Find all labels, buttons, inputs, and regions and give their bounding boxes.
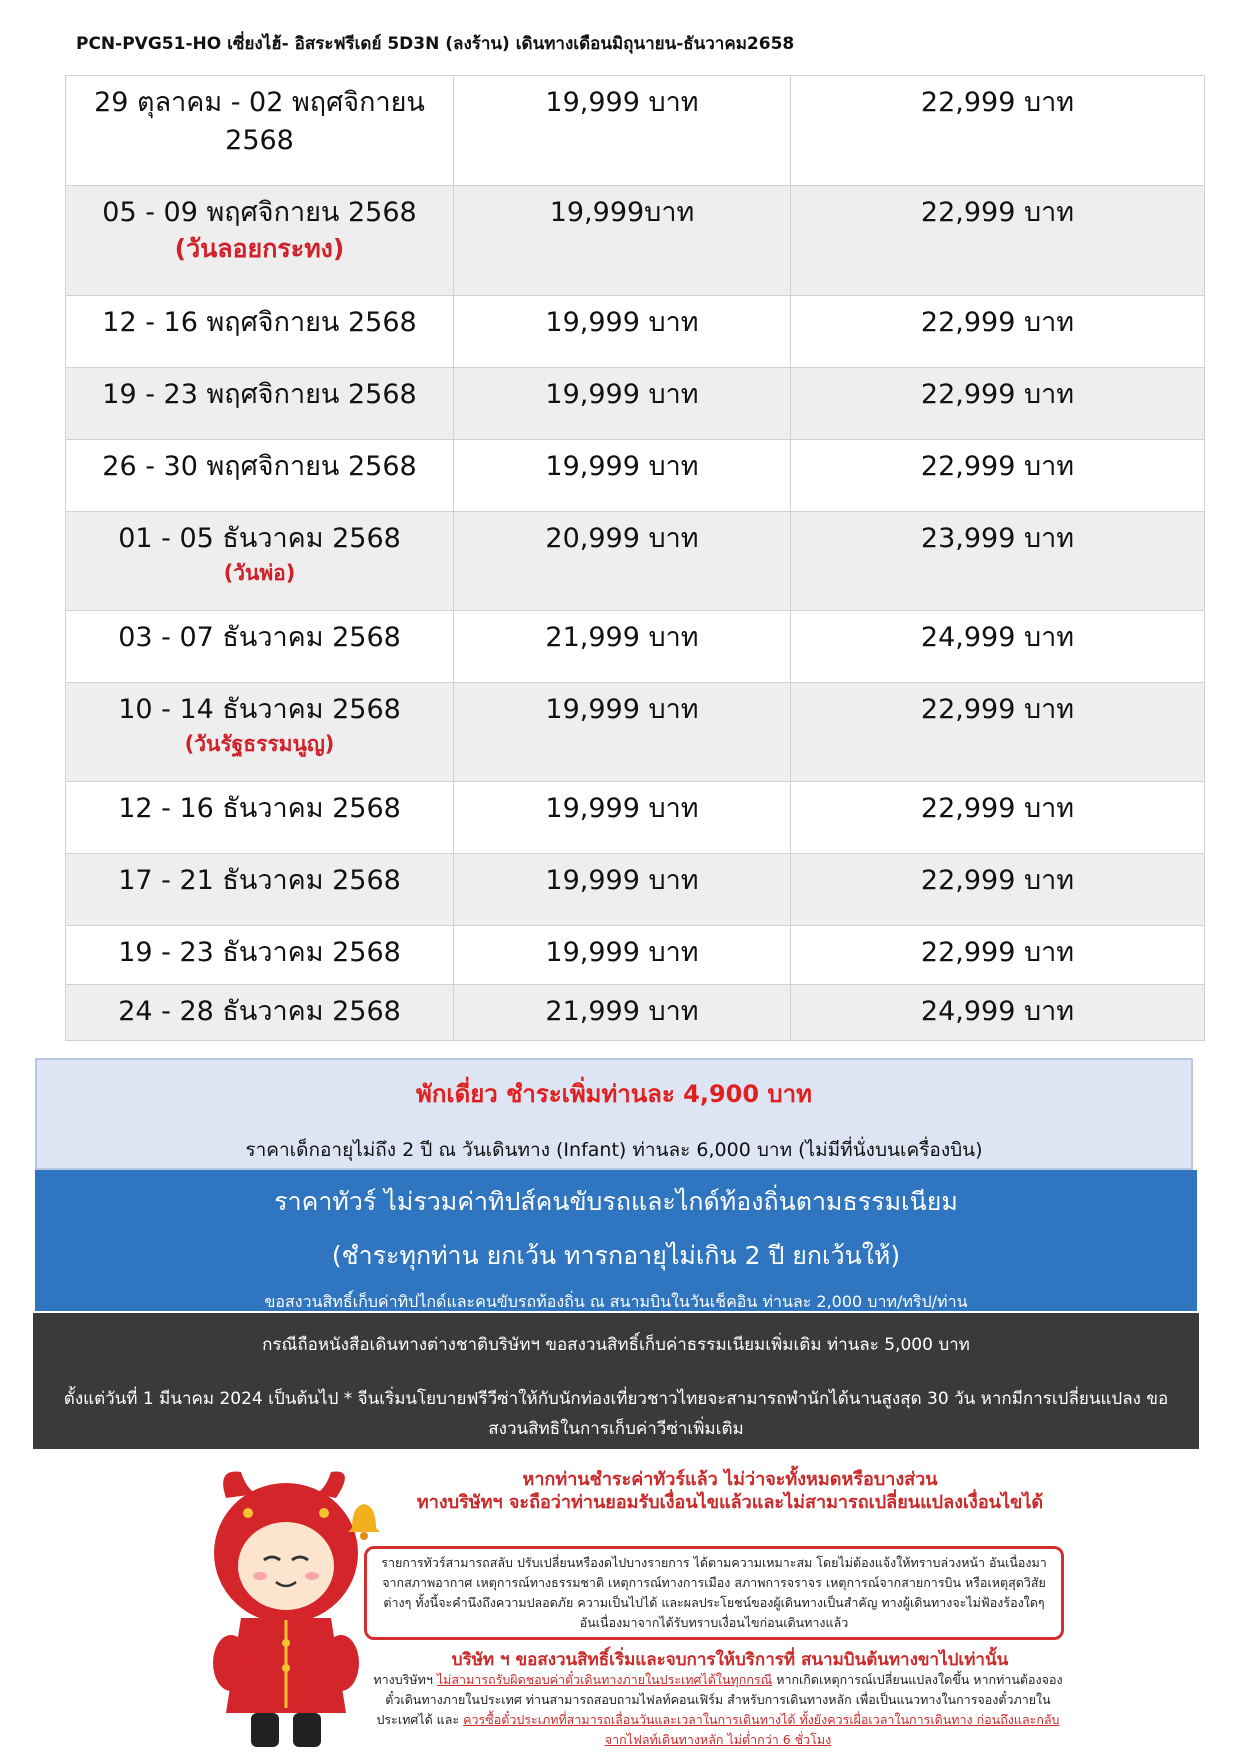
date-text: 01 - 05 ธันวาคม 2568	[118, 523, 401, 554]
table-row	[66, 440, 1205, 512]
date-text: 05 - 09 พฤศจิกายน 2568	[102, 197, 417, 228]
warning-title-line-2: ทางบริษัทฯ จะถือว่าท่านยอมรับเงื่อนไขแล้วและไม่สามารถเปลี่ยนแปลงเงื่อนไขได้	[416, 1492, 1044, 1513]
adult-price-cell: 19,999 บาท	[454, 926, 791, 985]
adult-price-cell: 20,999 บาท	[454, 512, 791, 611]
adult-price-cell: 19,999 บาท	[454, 440, 791, 512]
adult-price-cell: 21,999 บาท	[454, 611, 791, 683]
holiday-note: (วันพ่อ)	[223, 561, 296, 585]
single-price-cell: 22,999 บาท	[791, 782, 1205, 854]
date-cell: 17 - 21 ธันวาคม 2568	[66, 854, 454, 926]
single-price-cell: 24,999 บาท	[791, 985, 1205, 1041]
single-price-cell: 23,999 บาท	[791, 512, 1205, 611]
date-cell	[66, 512, 454, 611]
rights-highlight: ไม่สามารถรับผิดชอบค่าตั๋วเดินทางภายในประเทศได้ในทุกกรณี	[436, 1672, 773, 1687]
single-price-cell: 22,999 บาท	[791, 186, 1205, 296]
adult-price-cell: 19,999 บาท	[454, 683, 791, 782]
passport-visa-box	[33, 1313, 1199, 1449]
infant-price-text: ราคาเด็กอายุไม่ถึง 2 ปี ณ วันเดินทาง (Infant) ท่านละ 6,000 บาท (ไม่มีที่นั่งบนเครื่องบิน)	[245, 1139, 983, 1161]
adult-price-cell: 19,999บาท	[454, 186, 791, 296]
single-price-cell: 22,999 บาท	[791, 368, 1205, 440]
table-row	[66, 186, 1205, 296]
price-table	[65, 75, 1205, 1041]
tip-line-1: ราคาทัวร์ ไม่รวมค่าทิปส์คนขับรถและไกด์ท้องถิ่นตามธรรมเนียม	[274, 1187, 958, 1216]
rights-text	[372, 1670, 1064, 1750]
adult-price-cell: 19,999 บาท	[454, 296, 791, 368]
rights-text-part: หากเกิดเหตุการณ์เปลี่ยนแปลงใดขึ้น หากท่านต้องจองตั๋วเดินทางภายในประเทศ ท่านสามารถสอบถามไฟลท์คอนเฟิร์ม สำหรับการเดินทางหลัก เพื่อเป็นแนวทางในการจองตั๋วภายในประเทศได้ และ	[376, 1672, 1063, 1727]
single-price-cell: 22,999 บาท	[791, 76, 1205, 186]
date-cell	[66, 186, 454, 296]
single-supplement-text: พักเดี่ยว ชำระเพิ่มท่านละ 4,900 บาท	[416, 1080, 812, 1108]
date-text: 10 - 14 ธันวาคม 2568	[118, 694, 401, 725]
table-row	[66, 611, 1205, 683]
holiday-note: (วันลอยกระทง)	[174, 234, 345, 263]
date-cell: 24 - 28 ธันวาคม 2568	[66, 985, 454, 1041]
single-price-cell: 22,999 บาท	[791, 854, 1205, 926]
date-cell: 19 - 23 พฤศจิกายน 2568	[66, 368, 454, 440]
single-supplement-box	[35, 1058, 1193, 1170]
single-price-cell: 22,999 บาท	[791, 683, 1205, 782]
date-cell: 03 - 07 ธันวาคม 2568	[66, 611, 454, 683]
rights-text-part: ทางบริษัทฯ	[373, 1672, 433, 1687]
table-row	[66, 782, 1205, 854]
date-cell: 19 - 23 ธันวาคม 2568	[66, 926, 454, 985]
date-cell	[66, 683, 454, 782]
table-row	[66, 985, 1205, 1041]
adult-price-cell: 21,999 บาท	[454, 985, 791, 1041]
table-row	[66, 512, 1205, 611]
warning-title	[400, 1468, 1060, 1514]
table-row	[66, 76, 1205, 186]
page-title: PCN-PVG51-HO เซี่ยงไฮ้- อิสระฟรีเดย์ 5D3N (ลงร้าน) เดินทางเดือนมิถุนายน-ธันวาคม2658	[76, 34, 795, 54]
tip-line-2: (ชำระทุกท่าน ยกเว้น ทารกอายุไม่เกิน 2 ปี ยกเว้นให้)	[331, 1241, 901, 1270]
date-cell: 26 - 30 พฤศจิกายน 2568	[66, 440, 454, 512]
bell-icon	[344, 1498, 384, 1542]
single-price-cell: 22,999 บาท	[791, 926, 1205, 985]
date-cell: 12 - 16 ธันวาคม 2568	[66, 782, 454, 854]
tip-line-3: ขอสงวนสิทธิ์เก็บค่าทิปไกด์และคนขับรถท้องถิ่น ณ สนามบินในวันเช็คอิน ท่านละ 2,000 บาท/ทริป/ท่าน	[264, 1292, 968, 1311]
date-cell: 29 ตุลาคม - 02 พฤศจิกายน 2568	[66, 76, 454, 186]
rights-title: บริษัท ฯ ขอสงวนสิทธิ์เริ่มและจบการให้บริการที่ สนามบินต้นทางขาไปเท่านั้น	[451, 1650, 1009, 1670]
warning-text-box: รายการทัวร์สามารถสลับ ปรับเปลี่ยนหรืองดไปบางรายการ ได้ตามความเหมาะสม โดยไม่ต้องแจ้งให้ทราบล่วงหน้า อันเนื่องมาจากสภาพอากาศ เหตุการณ์ทางธรรมชาติ เหตุการณ์ทางการเมือง สภาพการจราจร เหตุการณ์จากสายการบิน หรือเหตุสุดวิสัยต่างๆ ทั้งนี้จะคำนึงถึงความปลอดภัย ความเป็นไปได้ และผลประโยชน์ของผู้เดินทางเป็นสำคัญ ทางผู้เดินทางจะไม่ฟ้องร้องใดๆ อันเนื่องมาจากได้รับทราบเงื่อนไขก่อนเดินทางแล้ว	[364, 1546, 1064, 1640]
table-row	[66, 368, 1205, 440]
holiday-note: (วันรัฐธรรมนูญ)	[184, 732, 335, 756]
table-row	[66, 854, 1205, 926]
foreign-passport-text: กรณีถือหนังสือเดินทางต่างชาติบริษัทฯ ขอสงวนสิทธิ์เก็บค่าธรรมเนียมเพิ่มเติม ท่านละ 5,000 บาท	[262, 1335, 970, 1355]
warning-title-line-1: หากท่านชำระค่าทัวร์แล้ว ไม่ว่าจะทั้งหมดหรือบางส่วน	[522, 1469, 938, 1490]
table-row	[66, 683, 1205, 782]
terms-poster	[186, 1458, 1066, 1753]
single-price-cell: 24,999 บาท	[791, 611, 1205, 683]
tip-info-box	[35, 1170, 1197, 1311]
table-row	[66, 926, 1205, 985]
rights-highlight: ควรซื้อตั๋วประเภทที่สามารถเลื่อนวันและเวลาในการเดินทางได้ ทั้งยังควรเผื่อเวลาในการเดินทาง ก่อนถึงและกลับจากไฟลท์เดินทางหลัก ไม่ต่ำกว่า 6 ชั่วโมง	[463, 1712, 1060, 1747]
visa-policy-text: ตั้งแต่วันที่ 1 มีนาคม 2024 เป็นต้นไป * จีนเริ่มนโยบายฟรีวีซ่าให้กับนักท่องเที่ยวชาวไทยจะสามารถพำนักได้นานสูงสุด 30 วัน หากมีการเปลี่ยนแปลง ขอสงวนสิทธิในการเก็บค่าวีซ่าเพิ่มเติม	[63, 1389, 1169, 1439]
adult-price-cell: 19,999 บาท	[454, 368, 791, 440]
adult-price-cell: 19,999 บาท	[454, 76, 791, 186]
adult-price-cell: 19,999 บาท	[454, 782, 791, 854]
single-price-cell: 22,999 บาท	[791, 440, 1205, 512]
single-price-cell: 22,999 บาท	[791, 296, 1205, 368]
date-cell: 12 - 16 พฤศจิกายน 2568	[66, 296, 454, 368]
table-row	[66, 296, 1205, 368]
adult-price-cell: 19,999 บาท	[454, 854, 791, 926]
